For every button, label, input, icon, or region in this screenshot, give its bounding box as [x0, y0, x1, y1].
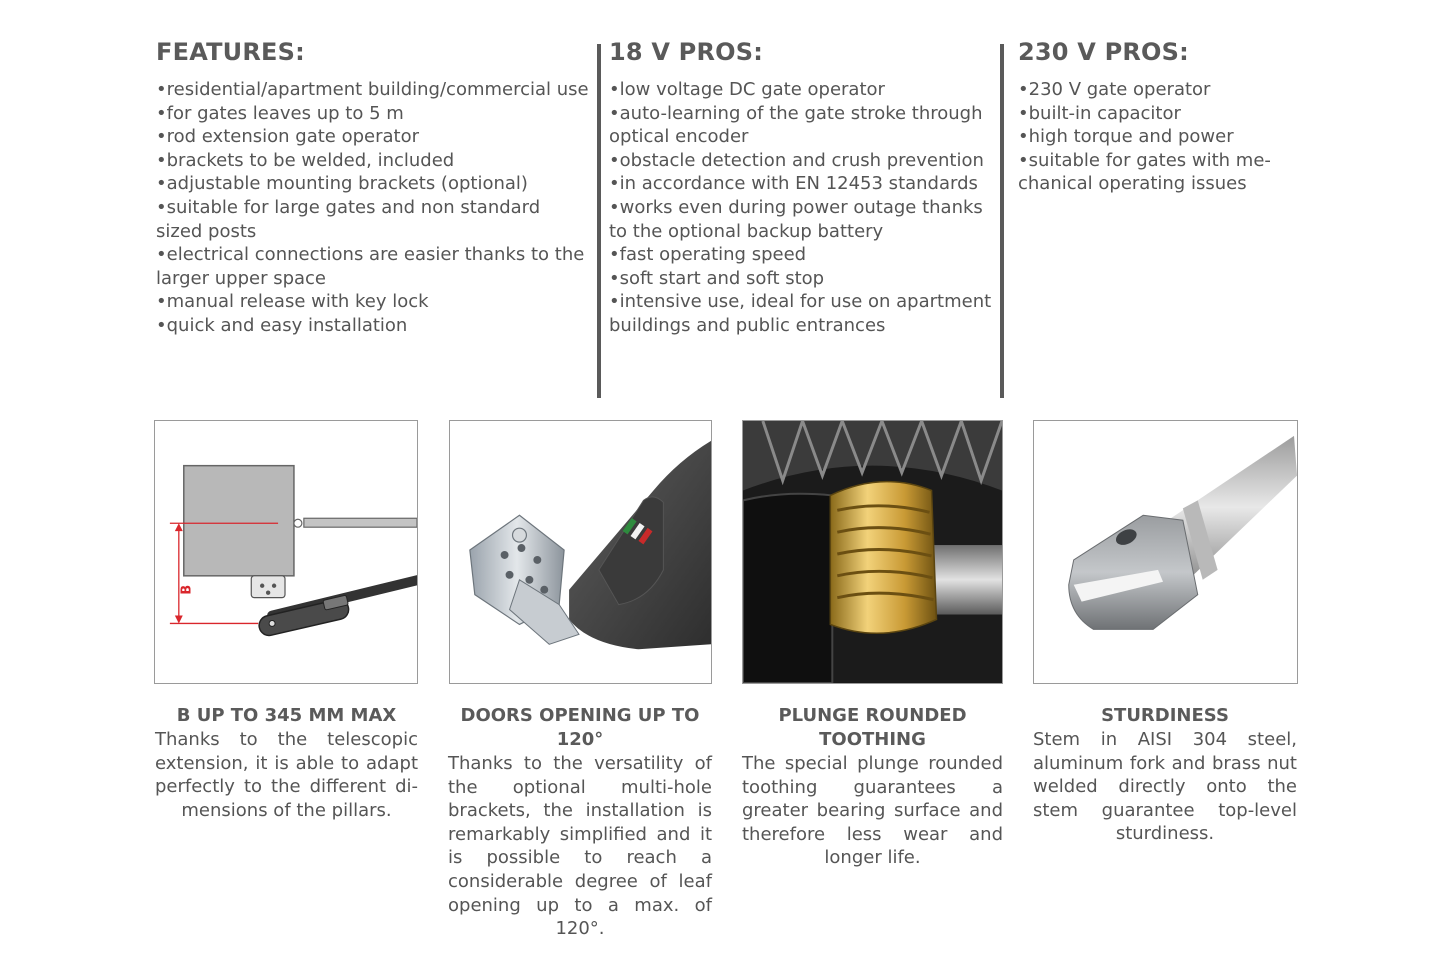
feature-card — [448, 704, 712, 941]
features-item: • adjustable mounting brackets (optional) — [156, 172, 592, 196]
feature-card-text: Thanks to the telescopic extension, it is able to adapt perfectly to the different di-mensions of the pillars. — [155, 729, 418, 821]
operator-pivot — [269, 620, 275, 626]
pros-18v-item: • in accordance with EN 12453 standards — [609, 172, 997, 196]
motor-housing-shape — [743, 494, 832, 683]
features-item: • for gates leaves up to 5 m — [156, 102, 592, 126]
bracket-hole — [540, 586, 548, 594]
hinge-shape — [294, 519, 302, 527]
feature-card-title: DOORS OPENING UP TO 120° — [460, 705, 700, 750]
bracket-hole — [525, 576, 533, 584]
pros-230v-column — [1018, 38, 1294, 196]
dimension-label: B — [179, 584, 195, 595]
pros-18v-item: • works even during power outage thanks to the optional backup battery — [609, 196, 997, 243]
column-divider — [1000, 44, 1004, 398]
feature-card — [1033, 704, 1297, 846]
installation-diagram-svg — [155, 421, 417, 683]
features-column — [156, 38, 592, 338]
gear-photo — [742, 420, 1003, 684]
bracket-hole — [533, 556, 541, 564]
features-item: • brackets to be welded, included — [156, 149, 592, 173]
bracket-hole — [517, 544, 525, 552]
feature-card-title: B UP TO 345 MM MAX — [176, 705, 397, 726]
features-item: • residential/apartment building/commercial use — [156, 78, 592, 102]
features-item: • suitable for large gates and non standard sized posts — [156, 196, 592, 243]
features-list — [156, 78, 592, 338]
bracket-photo — [449, 420, 712, 684]
bracket-hole — [266, 591, 270, 595]
bracket-hole — [501, 551, 509, 559]
pros-18v-list — [609, 78, 997, 338]
pros-18v-item: • obstacle detection and crush prevention — [609, 149, 997, 173]
bracket-photo-svg — [450, 421, 711, 683]
stem-photo-svg — [1034, 421, 1297, 683]
pros-230v-heading: 230 V PROS: — [1018, 38, 1189, 66]
pros-18v-item: • low voltage DC gate operator — [609, 78, 997, 102]
bracket-hole — [260, 584, 264, 588]
features-item: • electrical connections are easier thanks to the larger upper space — [156, 243, 592, 290]
installation-diagram — [154, 420, 418, 684]
pros-230v-item: • suitable for gates with me-chanical operating issues — [1018, 149, 1294, 196]
pros-18v-item: • soft start and soft stop — [609, 267, 997, 291]
dimension-arrow-head-bottom — [175, 616, 183, 624]
pros-230v-item: • 230 V gate operator — [1018, 78, 1294, 102]
features-item: • quick and easy installation — [156, 314, 592, 338]
feature-card-text: The special plunge rounded toothing guarantees a greater bearing surface and therefore less wear and longer life. — [742, 753, 1003, 869]
pillar-shape — [184, 466, 294, 576]
pros-230v-item: • built-in capacitor — [1018, 102, 1294, 126]
column-divider — [597, 44, 601, 398]
pros-18v-item: • auto-learning of the gate stroke through optical encoder — [609, 102, 997, 149]
pros-230v-item: • high torque and power — [1018, 125, 1294, 149]
bracket-hole — [272, 584, 276, 588]
feature-card-title: STURDINESS — [1101, 705, 1229, 726]
stem-photo — [1033, 420, 1298, 684]
pros-18v-item: • fast operating speed — [609, 243, 997, 267]
features-item: • rod extension gate operator — [156, 125, 592, 149]
gear-photo-svg — [743, 421, 1002, 683]
dimension-arrow-head-top — [175, 523, 183, 531]
features-heading: FEATURES: — [156, 38, 305, 66]
pros-18v-item: • intensive use, ideal for use on apartment buildings and public entrances — [609, 290, 997, 337]
feature-card-text: Thanks to the versatility of the optional multi-hole brackets, the installation is remarkably simplified and it is possible to reach a considerable degree of leaf opening up to a max. of 120°. — [448, 753, 712, 940]
feature-card — [155, 704, 418, 822]
features-item: • manual release with key lock — [156, 290, 592, 314]
bracket-hole — [506, 571, 514, 579]
feature-card-title: PLUNGE ROUNDED TOOTHING — [778, 705, 967, 750]
pros-18v-column — [609, 38, 997, 338]
feature-card — [742, 704, 1003, 870]
pros-230v-list — [1018, 78, 1294, 196]
bolt-shape — [513, 528, 527, 542]
pros-18v-heading: 18 V PROS: — [609, 38, 764, 66]
feature-card-text: Stem in AISI 304 steel, aluminum fork and brass nut welded directly onto the stem guarantee top-level sturdiness. — [1033, 729, 1297, 845]
gate-leaf-shape — [304, 518, 417, 527]
